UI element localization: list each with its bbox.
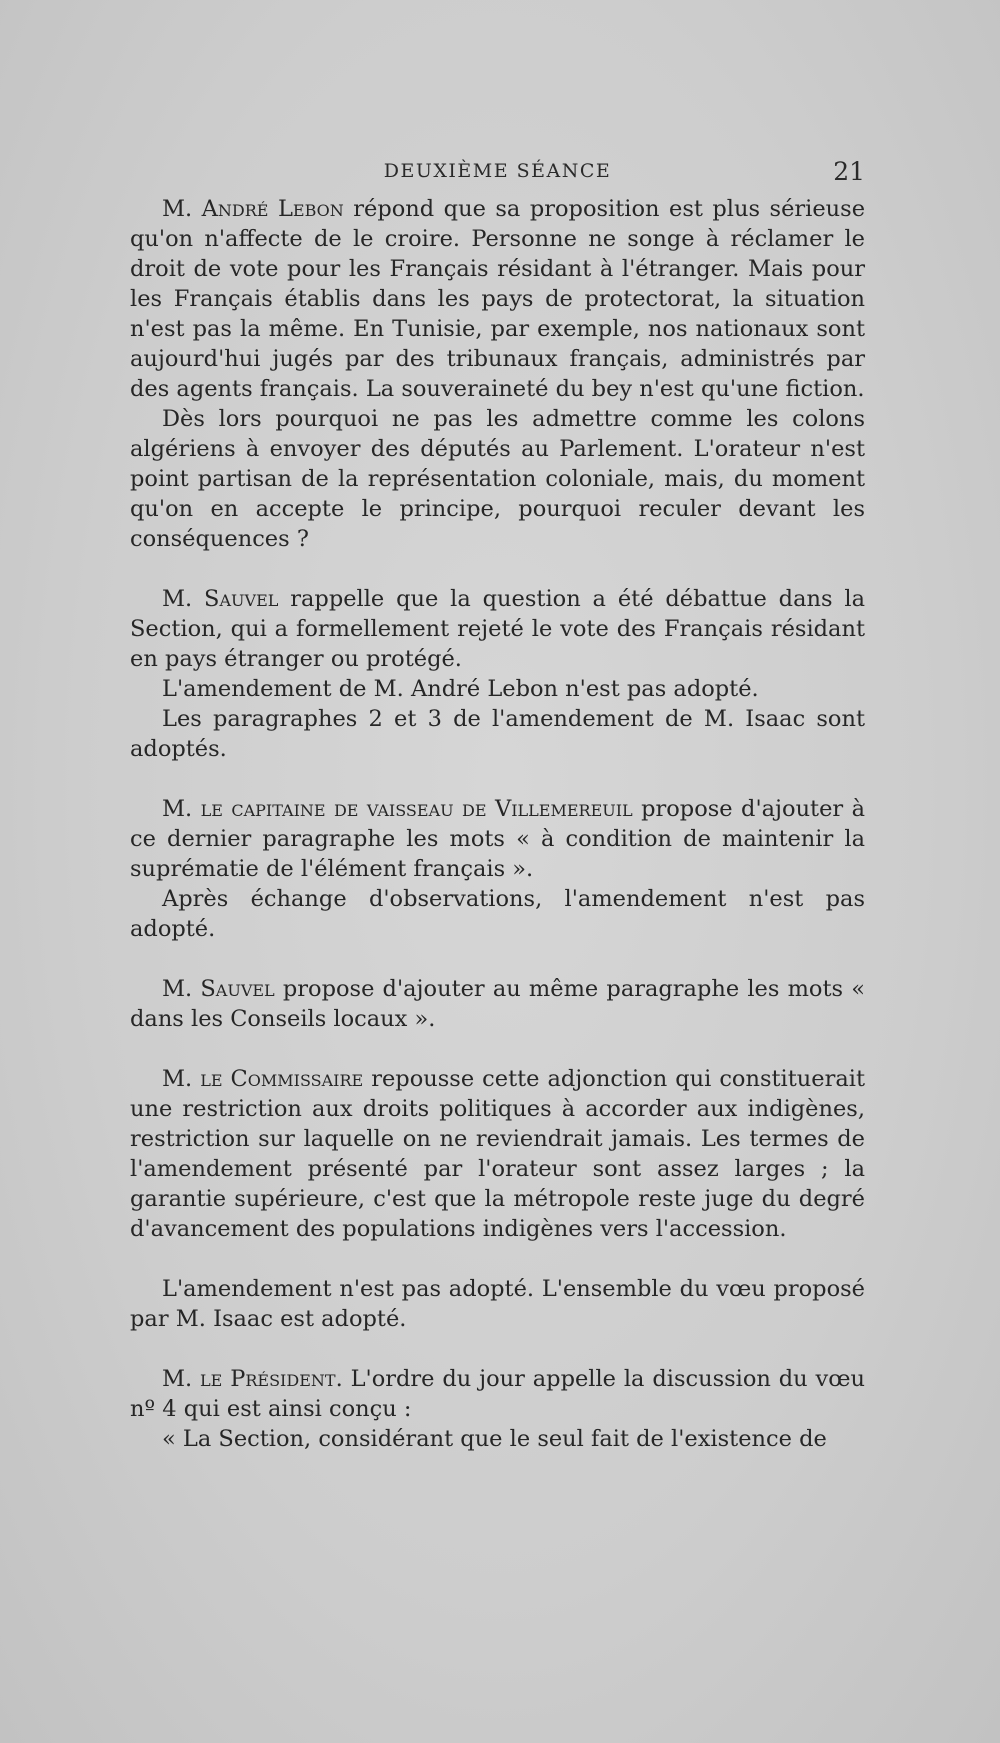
paragraph-text: « La Section, considérant que le seul fait de l'existence de: [162, 1426, 827, 1452]
paragraph: [130, 674, 865, 704]
paragraph: [130, 1274, 865, 1334]
paragraph-text: répond que sa proposition est plus sérieuse qu'on n'affecte de le croire. Personne ne songe à réclamer le droit de vote pour les Français résidant à l'étranger. Mais pour les Français établis dans les pays de protectorat, la situation n'est pas la même. En Tunisie, par exemple, nos nationaux sont aujourd'hui jugés par des tribunaux français, administrés par des agents français. La souveraineté du bey n'est qu'une fiction.: [130, 196, 866, 402]
paragraph: [130, 1364, 865, 1424]
paragraph: [130, 974, 865, 1034]
page-header: [130, 157, 865, 188]
paragraph-text: propose d'ajouter au même paragraphe les mots « dans les Conseils locaux ».: [130, 976, 866, 1032]
page-number: 21: [833, 157, 865, 186]
speaker-name: M. Sauvel: [162, 586, 279, 612]
speaker-name: M. André Lebon: [162, 196, 344, 222]
paragraph: [130, 1424, 865, 1454]
paragraph-text: repousse cette adjonction qui constituerait une restriction aux droits politiques à accorder aux indigènes, restriction sur laquelle on ne reviendrait jamais. Les termes de l'amendement présenté par l'orateur sont assez larges ; la garantie supérieure, c'est que la métropole reste juge du degré d'avancement des populations indigènes vers l'accession.: [130, 1066, 865, 1242]
paragraph-text: Les paragraphes 2 et 3 de l'amendement de M. Isaac sont adoptés.: [130, 706, 865, 762]
paragraph: [130, 584, 865, 674]
speaker-name: M. le Commissaire: [162, 1066, 364, 1092]
paragraph-text: L'amendement n'est pas adopté. L'ensemble du vœu proposé par M. Isaac est adopté.: [130, 1276, 865, 1332]
paragraph-text: L'amendement de M. André Lebon n'est pas adopté.: [162, 676, 759, 702]
speaker-name: M. Sauvel: [162, 976, 275, 1002]
speaker-name: M. le capitaine de vaisseau de Villemereuil: [162, 796, 633, 822]
page-body: [130, 194, 865, 1454]
paragraph-text: Dès lors pourquoi ne pas les admettre comme les colons algériens à envoyer des députés au Parlement. L'orateur n'est point partisan de la représentation coloniale, mais, du moment qu'on en accepte le principe, pourquoi reculer devant les conséquences ?: [130, 406, 865, 552]
paragraph-text: . L'ordre du jour appelle la discussion du vœu nº 4 qui est ainsi conçu :: [130, 1366, 865, 1422]
paragraph: [130, 404, 865, 554]
speaker-name: M. le Président: [162, 1366, 336, 1392]
running-head: DEUXIÈME SÉANCE: [383, 160, 612, 182]
paragraph-text: Après échange d'observations, l'amendement n'est pas adopté.: [130, 886, 865, 942]
paragraph: [130, 1064, 865, 1244]
paragraph: [130, 884, 865, 944]
paragraph-text: propose d'ajouter à ce dernier paragraphe les mots « à condition de maintenir la suprématie de l'élément français ».: [130, 796, 865, 882]
paragraph: [130, 704, 865, 764]
paragraph: [130, 794, 865, 884]
paragraph-text: rappelle que la question a été débattue dans la Section, qui a formellement rejeté le vote des Français résidant en pays étranger ou protégé.: [130, 586, 865, 672]
paragraph: [130, 194, 865, 404]
